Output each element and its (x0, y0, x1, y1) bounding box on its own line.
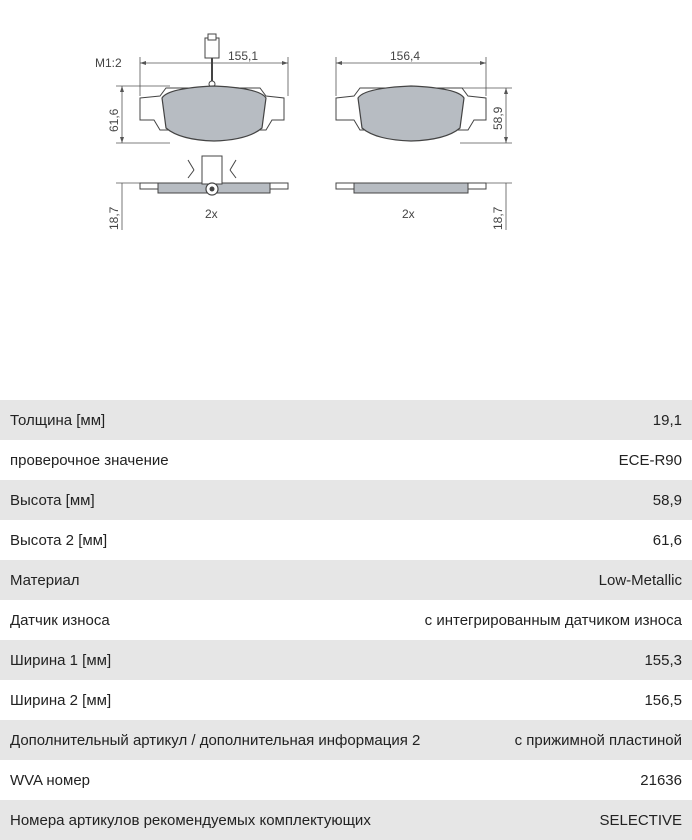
spec-row-thickness (0, 400, 692, 440)
spec-label: Дополнительный артикул / дополнительная информация 2 (10, 731, 421, 749)
rear-friction-pad (358, 86, 464, 141)
spec-label: Материал (10, 571, 80, 589)
front-width-label: 155,1 (228, 49, 259, 63)
spec-value: с интегрированным датчиком износа (424, 611, 682, 629)
spec-value: 21636 (640, 771, 682, 789)
spec-label: Номера артикулов рекомендуемых комплектующих (10, 811, 371, 829)
rear-qty-label: 2x (402, 207, 415, 221)
spec-label: проверочное значение (10, 451, 169, 469)
spec-value: Low-Metallic (598, 571, 682, 589)
spec-label: Ширина 1 [мм] (10, 651, 112, 669)
spec-label: Датчик износа (10, 611, 110, 629)
spec-value: 156,5 (644, 691, 682, 709)
spec-row-material (0, 560, 692, 600)
spec-row-recommended-articles (0, 800, 692, 840)
spec-row-additional-info (0, 720, 692, 760)
rear-width-label: 156,4 (390, 49, 421, 63)
front-friction-pad (162, 86, 266, 141)
spec-value: 58,9 (652, 491, 682, 509)
rear-thickness-label: 18,7 (491, 206, 505, 230)
spec-row-wva-number (0, 760, 692, 800)
spec-row-height (0, 480, 692, 520)
technical-drawing (0, 0, 692, 400)
spec-label: Ширина 2 [мм] (10, 691, 112, 709)
scale-label: M1:2 (95, 56, 122, 70)
spec-value: SELECTIVE (599, 811, 682, 829)
spec-row-width-2 (0, 680, 692, 720)
spec-row-height-2 (0, 520, 692, 560)
spec-label: Толщина [мм] (10, 411, 106, 429)
spec-label: Высота 2 [мм] (10, 531, 108, 549)
spec-value: 19,1 (652, 411, 682, 429)
spec-row-test-value (0, 440, 692, 480)
brake-pad-diagram (0, 0, 692, 400)
spec-value: с прижимной пластиной (514, 731, 682, 749)
front-qty-label: 2x (205, 207, 218, 221)
rear-height-label: 58,9 (491, 106, 505, 130)
wear-sensor-connector (205, 38, 219, 58)
spec-value: ECE-R90 (618, 451, 682, 469)
spec-row-wear-sensor (0, 600, 692, 640)
front-height-label: 61,6 (107, 108, 121, 132)
spec-label: Высота [мм] (10, 491, 95, 509)
specs-table (0, 400, 692, 840)
spec-label: WVA номер (10, 771, 91, 789)
spec-value: 155,3 (644, 651, 682, 669)
front-thickness-label: 18,7 (107, 206, 121, 230)
spec-row-width-1 (0, 640, 692, 680)
spec-value: 61,6 (652, 531, 682, 549)
